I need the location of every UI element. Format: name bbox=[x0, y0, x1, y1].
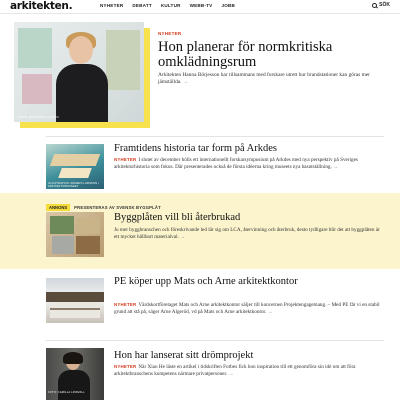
article-headline[interactable]: Framtidens historia tar form på Arkdes bbox=[114, 143, 278, 154]
article-headline[interactable]: Byggplåten vill bli återbrukad bbox=[114, 212, 241, 223]
article-headline[interactable]: Hon har lanserat sitt drömprojekt bbox=[114, 350, 254, 361]
article-preamble: NYHETER Värdskortföretaget Mats och Arne arkitektkontor säljer till koncernen Projektengagemang. – Med PE får vi en stabil grund att stå på, säger Arne Algeröd, vd på Mats och Arne arkitektkontor. → bbox=[114, 302, 380, 315]
hero-headline[interactable]: Hon planerar för normkritiska omklädningsrum bbox=[158, 39, 333, 70]
read-more-icon[interactable]: → bbox=[333, 163, 339, 170]
article-image-credit: ILLUSTRATION: ANDERS LARSSON / ARKITEKTURMUSEET bbox=[48, 182, 100, 189]
hero-image[interactable] bbox=[14, 22, 144, 122]
article-preamble: NYHETER I slutet av december hölls ett internationellt forskarsymposium på Arkdes med nya perspektiv på Sveriges arkitekturhistoria som fokus. Där presenterades också de första idéerna kring museets nya basutställning. → bbox=[114, 157, 358, 170]
hero-kicker: NYHETER bbox=[158, 31, 182, 36]
article-kicker: NYHETER bbox=[114, 302, 137, 307]
article-thumbnail[interactable] bbox=[46, 144, 104, 189]
divider bbox=[46, 340, 384, 341]
main-nav bbox=[100, 3, 235, 8]
read-more-icon[interactable]: → bbox=[180, 233, 186, 240]
article-preamble: NYHETER När Xiao He läste en artikel i tidskriften Forbes fick hon inspiration till ett genomföra sin idé om att föra arkitektbranschens kompetens närmare privatpersoner. → bbox=[114, 364, 356, 377]
site-logo[interactable]: arkitekten. bbox=[10, 0, 73, 12]
ad-badge: ANNONS bbox=[46, 204, 70, 211]
nav-item-nyheter[interactable]: NYHETER bbox=[100, 3, 124, 8]
article-thumbnail[interactable] bbox=[46, 348, 104, 400]
nav-item-debatt[interactable]: DEBATT bbox=[132, 3, 152, 8]
article-kicker: NYHETER bbox=[114, 157, 137, 162]
hero-preamble: Arkitekten Hanna Börjesson har tillsammans med forskare utrett hur brandstationer kan göras mer jämställda. → bbox=[158, 72, 370, 85]
article-thumbnail[interactable] bbox=[46, 212, 104, 257]
article-preamble: Ju mer byggbranschen och föreskrivande led lär sig om LCA, återvinning och återbruk, desto tydligare blir det att byggplåten är ett mycket hållbart materialval. → bbox=[114, 227, 380, 240]
article-kicker: NYHETER bbox=[114, 364, 137, 369]
read-more-icon[interactable]: → bbox=[267, 308, 273, 315]
hero-read-more-icon[interactable]: → bbox=[182, 79, 189, 85]
top-navigation-bar bbox=[0, 0, 400, 14]
nav-item-webb-tv[interactable]: WEBB-TV bbox=[189, 3, 213, 8]
sponsor-label: PRESENTERAS AV SVENSK BYGGPLÅT bbox=[74, 205, 161, 210]
article-image-credit: FOTO: CAMILLA LINDVALL bbox=[48, 391, 85, 394]
sponsor-tag bbox=[46, 204, 161, 211]
search-label: SÖK bbox=[379, 2, 390, 8]
read-more-icon[interactable]: → bbox=[228, 370, 234, 377]
article-headline[interactable]: PE köper upp Mats och Arne arkitektkontor bbox=[114, 276, 298, 287]
hero-photo-credit: FOTO: BEATRICE LAURIN bbox=[18, 115, 59, 119]
search-button[interactable] bbox=[372, 2, 390, 8]
nav-item-kultur[interactable]: KULTUR bbox=[160, 3, 181, 8]
article-thumbnail[interactable] bbox=[46, 278, 104, 323]
divider bbox=[46, 136, 384, 137]
search-icon bbox=[372, 3, 377, 8]
nav-item-jobb[interactable]: JOBB bbox=[221, 3, 236, 8]
